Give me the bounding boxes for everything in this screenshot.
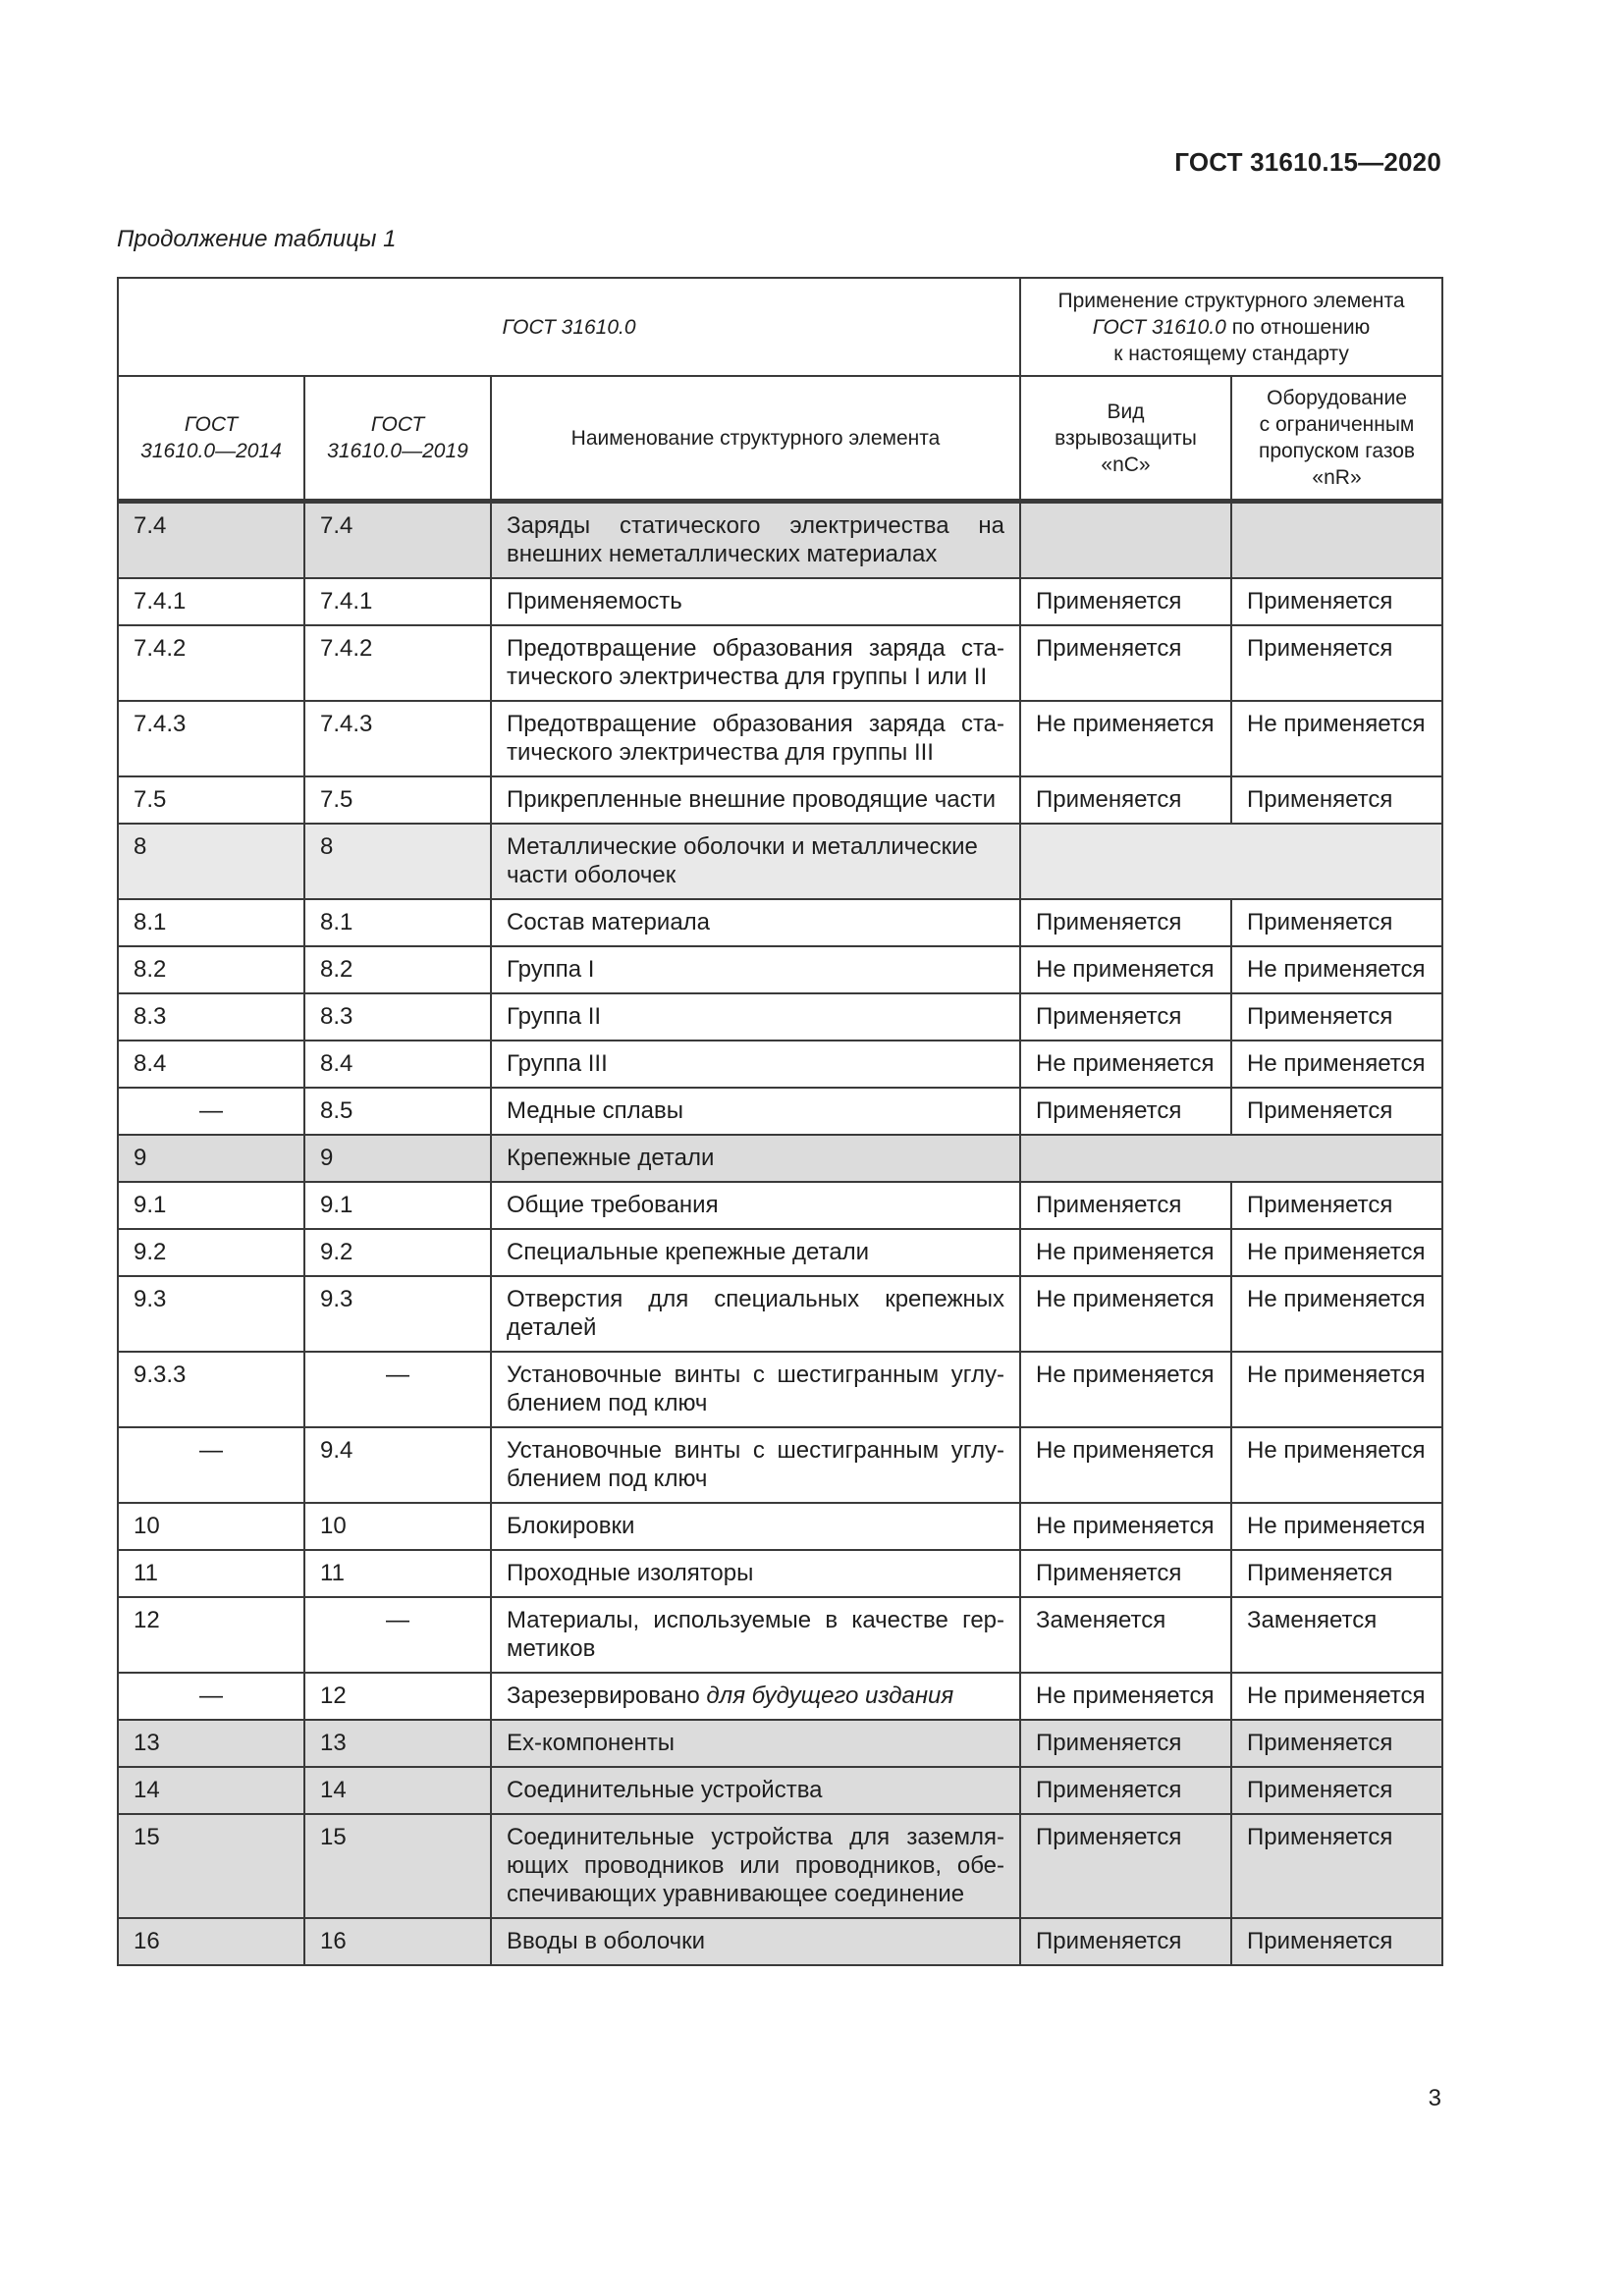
cell-nr: Не применяется [1231,1276,1442,1352]
cell-nc: Применяется [1020,1182,1231,1229]
cell-gost-2019: — [304,1352,491,1427]
table-row [118,1503,1442,1550]
cell-nr: Применяется [1231,625,1442,701]
structure-elements-table [117,277,1443,1966]
cell-element-name: Состав материала [491,899,1020,946]
cell-element-name: Вводы в оболочки [491,1918,1020,1965]
cell-gost-2019: 8.4 [304,1041,491,1088]
cell-nr: Не применяется [1231,1503,1442,1550]
cell-gost-2019: 9 [304,1135,491,1182]
cell-gost-2014: — [118,1088,304,1135]
cell-gost-2019: 8.3 [304,993,491,1041]
cell-element-name: Специальные крепежные детали [491,1229,1020,1276]
cell-element-name: Блокировки [491,1503,1020,1550]
cell-element-name: Предотвращение образования заряда статического электричества для группы I или II [491,625,1020,701]
table-row [118,1673,1442,1720]
table-row [118,899,1442,946]
table-row [118,1041,1442,1088]
cell-element-name: Крепежные детали [491,1135,1020,1182]
cell-nc: Применяется [1020,993,1231,1041]
table-row [118,1088,1442,1135]
cell-nr: Применяется [1231,993,1442,1041]
table-row [118,1276,1442,1352]
header-col-nr [1231,376,1442,502]
cell-gost-2014: 9.2 [118,1229,304,1276]
cell-element-name: Материалы, используемые в качестве герметиков [491,1597,1020,1673]
header-col5-line1: Оборудование [1267,387,1407,409]
cell-nr: Применяется [1231,1767,1442,1814]
cell-gost-2019: 9.3 [304,1276,491,1352]
header-col2-line1: ГОСТ [370,413,425,436]
cell-element-name: Медные сплавы [491,1088,1020,1135]
cell-nc: Применяется [1020,578,1231,625]
cell-gost-2014: 13 [118,1720,304,1767]
cell-element-name-italic: для будущего издания [706,1682,954,1709]
cell-element-name-text: Зарезервировано [507,1682,707,1709]
cell-gost-2014: 9 [118,1135,304,1182]
cell-element-name [491,1673,1020,1720]
cell-element-name: Установочные винты с шестигранным углублением под ключ [491,1352,1020,1427]
cell-gost-2019: 16 [304,1918,491,1965]
cell-gost-2019: 14 [304,1767,491,1814]
cell-gost-2019: 9.2 [304,1229,491,1276]
cell-nc: Применяется [1020,1088,1231,1135]
cell-element-name: Группа I [491,946,1020,993]
table-row [118,1135,1442,1182]
cell-element-name: Прикрепленные внешние проводящие части [491,776,1020,824]
table-row [118,625,1442,701]
cell-gost-2019: 7.5 [304,776,491,824]
cell-nr: Применяется [1231,1814,1442,1918]
cell-element-name: Применяемость [491,578,1020,625]
cell-nc: Применяется [1020,1720,1231,1767]
table-row [118,701,1442,776]
cell-gost-2019: — [304,1597,491,1673]
table-row [118,776,1442,824]
cell-gost-2014: 15 [118,1814,304,1918]
cell-nr: Применяется [1231,776,1442,824]
cell-gost-2014: 14 [118,1767,304,1814]
cell-merged-empty [1020,1135,1442,1182]
cell-gost-2019: 7.4 [304,502,491,579]
cell-nc: Заменяется [1020,1597,1231,1673]
header-col4-line3: «nC» [1101,453,1151,476]
cell-nc: Применяется [1020,899,1231,946]
header-col4-line2: взрывозащиты [1055,426,1197,450]
cell-gost-2014: 8.1 [118,899,304,946]
cell-element-name: Отверстия для специальных крепежных деталей [491,1276,1020,1352]
cell-element-name: Группа II [491,993,1020,1041]
table-row [118,946,1442,993]
cell-nr: Не применяется [1231,1427,1442,1503]
cell-nc: Не применяется [1020,1427,1231,1503]
cell-nc: Не применяется [1020,1276,1231,1352]
cell-nr: Заменяется [1231,1597,1442,1673]
cell-nc: Не применяется [1020,946,1231,993]
cell-nc: Не применяется [1020,1229,1231,1276]
cell-gost-2019: 8.5 [304,1088,491,1135]
header-application-post: к настоящему стандарту [1113,342,1349,365]
cell-gost-2019: 15 [304,1814,491,1918]
cell-gost-2019: 8.1 [304,899,491,946]
cell-gost-2014: 7.4 [118,502,304,579]
cell-element-name: Металлические оболочки и металлические части оболочек [491,824,1020,899]
cell-element-name: Соединительные устройства для заземляющих проводников или проводников, обеспечивающих уравнивающее соединение [491,1814,1020,1918]
cell-nr [1231,502,1442,579]
header-col-gost-2014 [118,376,304,502]
cell-nr: Применяется [1231,1550,1442,1597]
header-col5-line2: с ограниченным [1259,413,1415,436]
cell-element-name: Соединительные устройства [491,1767,1020,1814]
cell-nc: Применяется [1020,1814,1231,1918]
cell-element-name: Проходные изоляторы [491,1550,1020,1597]
cell-nc [1020,502,1231,579]
cell-gost-2019: 7.4.3 [304,701,491,776]
cell-gost-2014: 7.4.3 [118,701,304,776]
table-row [118,1352,1442,1427]
table-row [118,1427,1442,1503]
cell-gost-2014: 11 [118,1550,304,1597]
header-col2-line2: 31610.0—2019 [327,440,468,462]
header-col-gost-2019 [304,376,491,502]
cell-gost-2019: 8.2 [304,946,491,993]
cell-nr: Применяется [1231,1088,1442,1135]
table-row [118,1814,1442,1918]
table-row [118,1182,1442,1229]
cell-nc: Не применяется [1020,1041,1231,1088]
cell-gost-2019: 10 [304,1503,491,1550]
cell-gost-2014: 7.5 [118,776,304,824]
table-caption: Продолжение таблицы 1 [117,226,397,252]
cell-gost-2014: 8.2 [118,946,304,993]
cell-nr: Не применяется [1231,1673,1442,1720]
cell-gost-2019: 12 [304,1673,491,1720]
cell-gost-2014: 7.4.2 [118,625,304,701]
cell-gost-2014: 12 [118,1597,304,1673]
page-number: 3 [1428,2085,1441,2111]
cell-gost-2014: 10 [118,1503,304,1550]
cell-gost-2014: 9.1 [118,1182,304,1229]
header-col5-line4: «nR» [1312,466,1362,489]
header-group-application [1020,278,1442,376]
cell-gost-2014: — [118,1673,304,1720]
header-application-ref: ГОСТ 31610.0 [1092,315,1226,339]
cell-merged-empty [1020,824,1442,899]
cell-nr: Применяется [1231,1182,1442,1229]
header-col1-line1: ГОСТ [184,413,239,436]
cell-gost-2019: 11 [304,1550,491,1597]
cell-nc: Не применяется [1020,1352,1231,1427]
table-row [118,1229,1442,1276]
cell-nr: Не применяется [1231,1041,1442,1088]
cell-element-name: Группа III [491,1041,1020,1088]
cell-nc: Применяется [1020,776,1231,824]
cell-nr: Не применяется [1231,946,1442,993]
cell-element-name: Установочные винты с шестигранным углублением под ключ [491,1427,1020,1503]
table-row [118,1767,1442,1814]
cell-nr: Применяется [1231,1720,1442,1767]
cell-gost-2019: 9.4 [304,1427,491,1503]
cell-gost-2014: 8 [118,824,304,899]
cell-gost-2014: — [118,1427,304,1503]
table-row [118,824,1442,899]
cell-gost-2019: 13 [304,1720,491,1767]
cell-nc: Применяется [1020,625,1231,701]
cell-gost-2019: 7.4.2 [304,625,491,701]
cell-element-name: Общие требования [491,1182,1020,1229]
cell-element-name: Предотвращение образования заряда статического электричества для группы III [491,701,1020,776]
table-row [118,993,1442,1041]
cell-nr: Не применяется [1231,1229,1442,1276]
table-row [118,578,1442,625]
cell-nr: Применяется [1231,578,1442,625]
cell-gost-2014: 8.3 [118,993,304,1041]
cell-gost-2014: 9.3.3 [118,1352,304,1427]
cell-nr: Применяется [1231,899,1442,946]
table-row [118,1597,1442,1673]
cell-nr: Не применяется [1231,1352,1442,1427]
cell-nc: Не применяется [1020,701,1231,776]
cell-nc: Не применяется [1020,1673,1231,1720]
cell-nr: Применяется [1231,1918,1442,1965]
table-row [118,1720,1442,1767]
header-col5-line3: пропуском газов [1258,440,1416,462]
header-col4-line1: Вид [1107,400,1145,423]
cell-nc: Применяется [1020,1550,1231,1597]
cell-gost-2014: 8.4 [118,1041,304,1088]
cell-gost-2014: 16 [118,1918,304,1965]
header-application-pre: Применение структурного элемента [1057,289,1405,312]
header-col-nc [1020,376,1231,502]
cell-gost-2014: 7.4.1 [118,578,304,625]
table-row [118,502,1442,579]
cell-element-name: Заряды статического электричества на внешних неметаллических материалах [491,502,1020,579]
cell-nc: Применяется [1020,1918,1231,1965]
cell-nc: Не применяется [1020,1503,1231,1550]
header-col-element-name: Наименование структурного элемента [491,376,1020,502]
cell-gost-2019: 9.1 [304,1182,491,1229]
cell-gost-2019: 7.4.1 [304,578,491,625]
header-col1-line2: 31610.0—2014 [140,440,282,462]
header-application-mid: по отношению [1225,315,1371,339]
table-row [118,1918,1442,1965]
cell-nc: Применяется [1020,1767,1231,1814]
cell-element-name: Ех-компоненты [491,1720,1020,1767]
document-code: ГОСТ 31610.15—2020 [1174,147,1441,177]
cell-gost-2019: 8 [304,824,491,899]
cell-nr: Не применяется [1231,701,1442,776]
table-row [118,1550,1442,1597]
header-group-gost: ГОСТ 31610.0 [118,278,1020,376]
cell-gost-2014: 9.3 [118,1276,304,1352]
